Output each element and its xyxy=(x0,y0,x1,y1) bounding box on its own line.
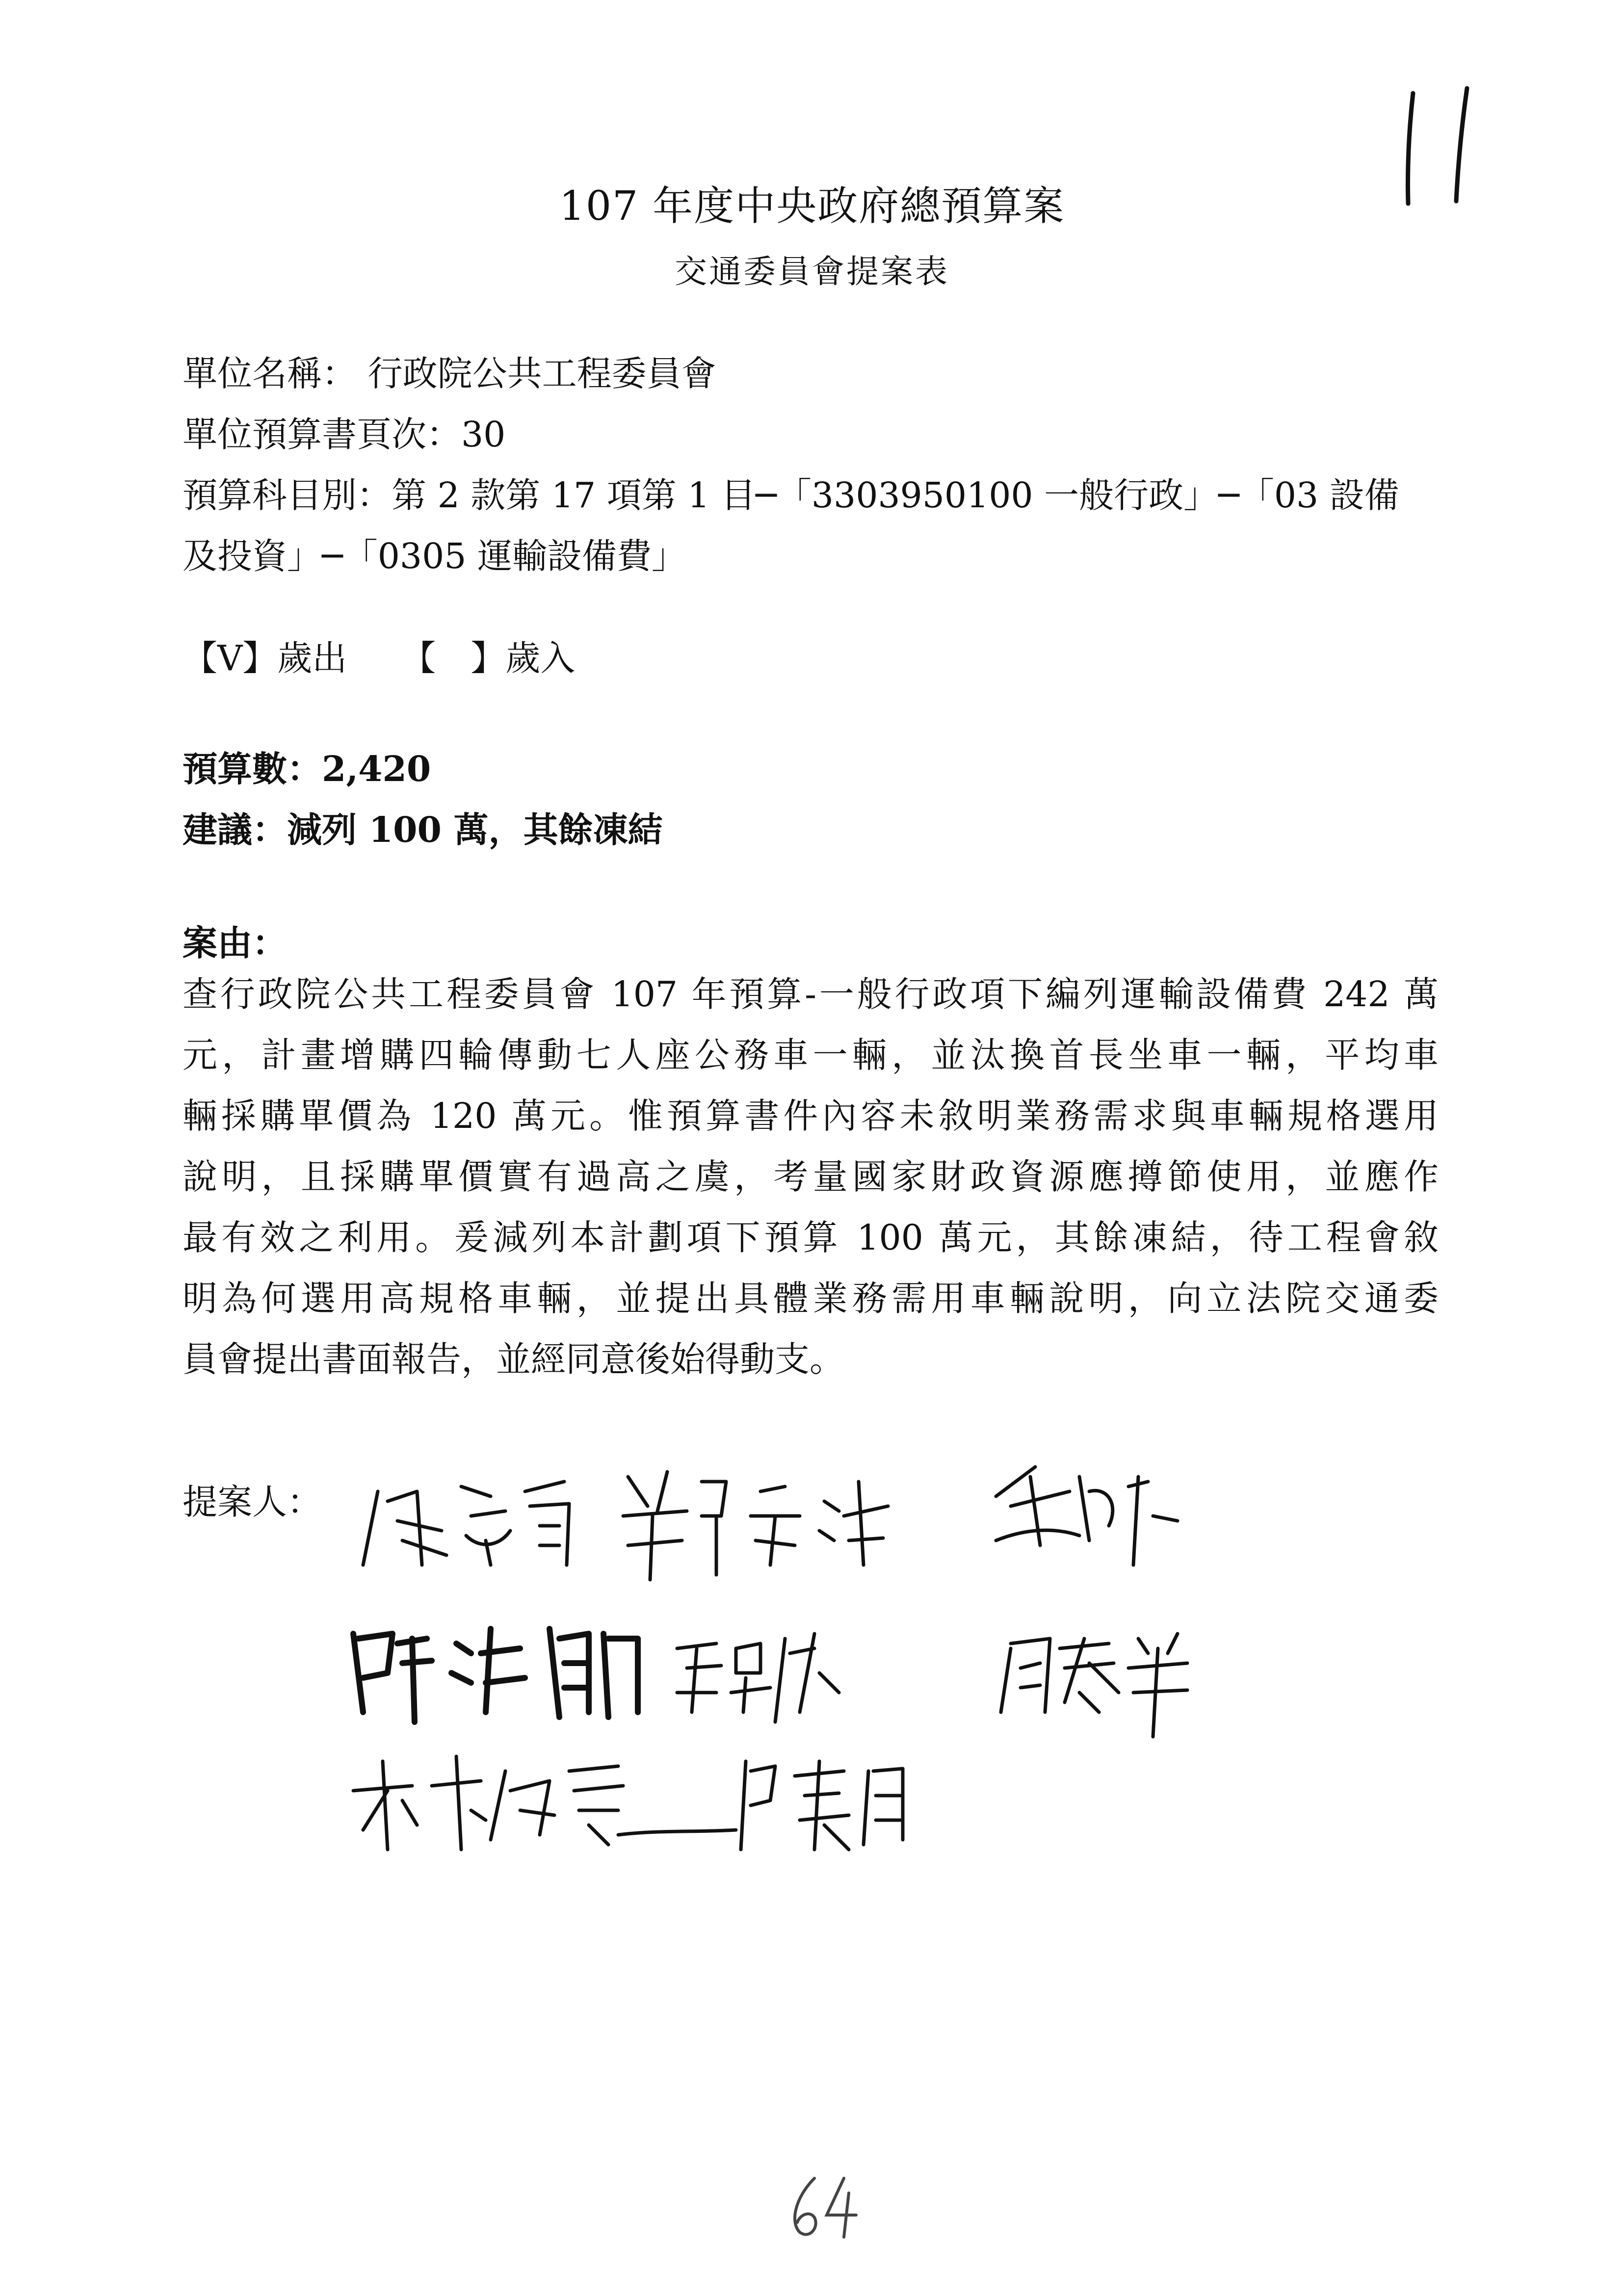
reason-line: 元，計畫增購四輪傳動七人座公務車一輛，並汰換首長坐車一輛，平均車 xyxy=(183,1035,1439,1075)
signature-5 xyxy=(677,1634,839,1722)
proposer-label: 提案人： xyxy=(183,1482,322,1522)
reason-line: 明為何選用高規格車輛，並提出具體業務需用車輛說明，向立法院交通委 xyxy=(183,1278,1439,1319)
unit-name: 單位名稱： 行政院公共工程委員會 xyxy=(183,353,716,394)
reason-line: 說明，且採購單價實有過高之虞，考量國家財政資源應撙節使用，並應作 xyxy=(183,1156,1439,1197)
reason-line: 員會提出書面報告，並經同意後始得動支。 xyxy=(183,1339,845,1380)
budget-summary xyxy=(183,738,1439,860)
expenditure-checkbox: 【V】歲出 xyxy=(183,638,347,678)
document-title: 107 年度中央政府總預算案 xyxy=(559,183,1065,230)
signature-1 xyxy=(363,1482,569,1565)
handwritten-signatures xyxy=(343,1418,1374,1859)
budget-account-line-1: 預算科目別：第 2 款第 17 項第 1 目─「3303950100 一般行政」─「03 設備 xyxy=(183,475,1399,516)
signature-7 xyxy=(353,1756,736,1850)
reason-heading: 案由： xyxy=(183,922,288,964)
document-subtitle: 交通委員會提案表 xyxy=(675,253,949,290)
handwritten-page-number xyxy=(775,2168,873,2242)
budget-suggestion: 建議：減列 100 萬，其餘凍結 xyxy=(183,809,663,850)
revenue-checkbox: 【 】歲入 xyxy=(401,638,576,678)
reason-line: 最有效之利用。爰減列本計劃項下預算 100 萬元，其餘凍結，待工程會敘 xyxy=(183,1217,1439,1258)
signature-2 xyxy=(623,1472,888,1580)
budget-account-line-2: 及投資」─「0305 運輸設備費」 xyxy=(183,536,687,576)
signature-3 xyxy=(996,1467,1178,1565)
reason-line: 輛採購單價為 120 萬元。惟預算書件內容未敘明業務需求與車輛規格選用 xyxy=(183,1096,1439,1136)
unit-budget-page: 單位預算書頁次：30 xyxy=(183,414,506,455)
budget-amount: 預算數：2,420 xyxy=(183,748,431,789)
revenue-expenditure-choice xyxy=(183,628,1439,689)
reason-text xyxy=(183,964,1439,1390)
signature-8 xyxy=(741,1761,903,1850)
reason-line: 查行政院公共工程委員會 107 年預算-一般行政項下編列運輸設備費 242 萬 xyxy=(183,974,1439,1015)
signature-4 xyxy=(353,1629,638,1722)
unit-info xyxy=(183,343,1439,587)
signature-6 xyxy=(1001,1634,1187,1737)
